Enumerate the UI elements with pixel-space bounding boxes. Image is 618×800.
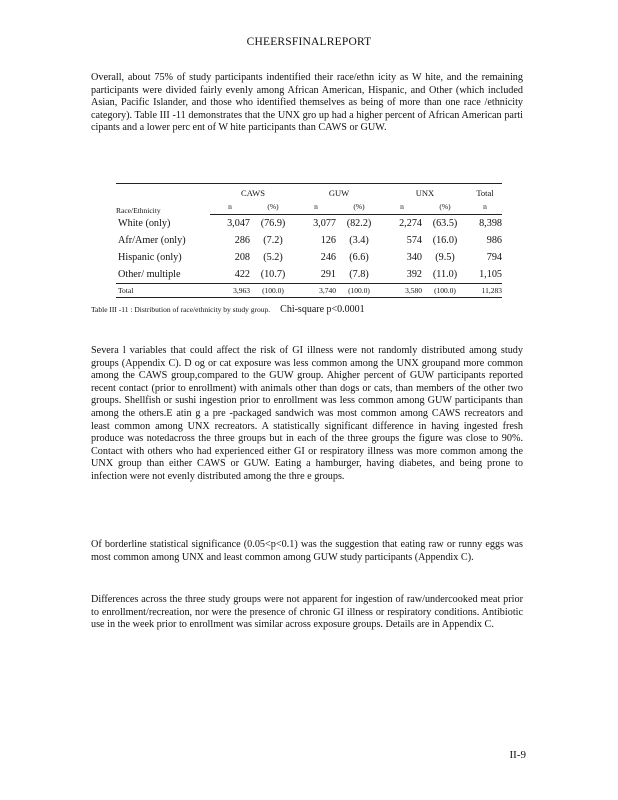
paragraph-race-overview: Overall, about 75% of study participants indentified their race/ethn icity as W hite, and the remaining participants were divided fairly evenly among African American, Hispanic, and Other (which included Asian, Pacific Islander, and those who identified themselves as being of more than one race /ethnicity category). Table III -11 demonstrates that the UNX gro up had a higher percent of African American parti cipants and a lower perc ent of W hite participants than CAWS or GUW.	[91, 72, 523, 134]
total-total-n: 11,283	[468, 284, 502, 298]
table-caption-stat: Chi-square p<0.0001	[280, 304, 365, 315]
subheader-n: n	[382, 198, 422, 215]
row-label: Other/ multiple	[118, 269, 181, 280]
row-label: White (only)	[118, 217, 171, 229]
subheader-pct: (%)	[422, 198, 468, 215]
paragraph-borderline-significance: Of borderline statistical significance (0.05<p<0.1) was the suggestion that eating raw or runny eggs was most common among UNX and least common among GUW study participants (Appendix C).	[91, 539, 523, 563]
total-unx-n: 3,580	[382, 284, 422, 298]
row-label: Hispanic (only)	[118, 252, 182, 263]
subheader-n: n	[210, 198, 250, 215]
table-row	[116, 266, 502, 284]
page-number: II-9	[509, 749, 526, 761]
table-row	[116, 215, 502, 233]
cell-caws-n: 3,047	[227, 218, 250, 229]
row-header-label: Race/Ethnicity	[116, 205, 161, 215]
cell-unx-n: 392	[406, 269, 422, 280]
cell-guw-pct: (3.4)	[349, 235, 369, 246]
total-guw-n: 3,740	[296, 284, 336, 298]
cell-unx-n: 340	[406, 252, 422, 263]
cell-total-n: 1,105	[479, 269, 502, 280]
table-caption	[91, 304, 523, 315]
col-group-total: Total	[476, 188, 494, 198]
cell-guw-n: 291	[320, 269, 336, 280]
cell-unx-n: 574	[406, 235, 422, 246]
cell-caws-pct: (7.2)	[263, 235, 283, 246]
cell-unx-pct: (11.0)	[432, 269, 458, 280]
total-caws-pct: (100.0)	[250, 284, 296, 298]
total-caws-n: 3,963	[210, 284, 250, 298]
cell-guw-pct: (7.8)	[349, 269, 369, 280]
cell-guw-n: 3,077	[313, 218, 336, 229]
subheader-pct: (%)	[250, 198, 296, 215]
subheader-pct: (%)	[336, 198, 382, 215]
cell-total-n: 8,398	[479, 218, 502, 229]
total-unx-pct: (100.0)	[422, 284, 468, 298]
total-row-label: Total	[116, 284, 210, 298]
cell-guw-n: 246	[320, 252, 336, 263]
race-ethnicity-table	[116, 183, 502, 298]
table-total-row	[116, 284, 502, 298]
cell-unx-pct: (16.0)	[432, 235, 458, 246]
table-row	[116, 249, 502, 266]
col-group-unx: UNX	[415, 188, 435, 198]
cell-guw-pct: (82.2)	[346, 218, 372, 229]
cell-caws-n: 208	[234, 252, 250, 263]
col-group-guw: GUW	[328, 188, 350, 198]
cell-caws-pct: (10.7)	[260, 269, 286, 280]
table-group-header-row	[116, 184, 502, 198]
cell-caws-n: 422	[234, 269, 250, 280]
paragraph-no-differences: Differences across the three study groups were not apparent for ingestion of raw/undercooked meat prior to enrollment/recreation, nor were the presence of chronic GI illness or respiratory conditions. Antibiotic use in the week prior to enrollment was similar across exposure groups. Details are in Appendix C.	[91, 594, 523, 631]
cell-total-n: 794	[486, 252, 502, 263]
cell-unx-pct: (9.5)	[435, 252, 455, 263]
paragraph-risk-variables: Severa l variables that could affect the risk of GI illness were not randomly distributed among study groups (Appendix C). D og or cat exposure was less common among the UNX groupand more common among the CAWS group,compared to the GUW group. Ahigher percent of GUW participants reported recent contact (prior to enrollment) with animals other than dogs or cats, than members of the other two groups. Shellfish or sushi ingestion prior to enrollment was less common among GUW participants than among the others.E atin g a pre -packaged sandwich was most common among CAWS recreators and least common among UNX recreators. A statistically significant difference in having ingested fresh produce was notedacross the three groups but in each of the three groups the figure was close to 90%. Contact with others who had experienced either GI or respiratory illness was more common among the UNX group than either CAWS or GUW. Eating a hamburger, having diabetes, and being prone to infection were not evenly distributed among the thre e groups.	[91, 345, 523, 482]
cell-caws-pct: (76.9)	[260, 218, 286, 229]
page-header-title: CHEERSFINALREPORT	[246, 36, 372, 48]
cell-caws-pct: (5.2)	[263, 252, 283, 263]
subheader-n: n	[296, 198, 336, 215]
cell-total-n: 986	[486, 235, 502, 246]
cell-guw-n: 126	[320, 235, 336, 246]
cell-unx-pct: (63.5)	[432, 218, 458, 229]
cell-guw-pct: (6.6)	[349, 252, 369, 263]
cell-caws-n: 286	[234, 235, 250, 246]
subheader-n: n	[468, 198, 502, 215]
col-group-caws: CAWS	[241, 188, 265, 198]
row-label: Afr/Amer (only)	[118, 235, 186, 246]
total-guw-pct: (100.0)	[336, 284, 382, 298]
table-caption-prefix: Table III -11 : Distribution of race/ethnicity by study group.	[91, 305, 271, 314]
table-row	[116, 232, 502, 249]
cell-unx-n: 2,274	[399, 218, 422, 229]
